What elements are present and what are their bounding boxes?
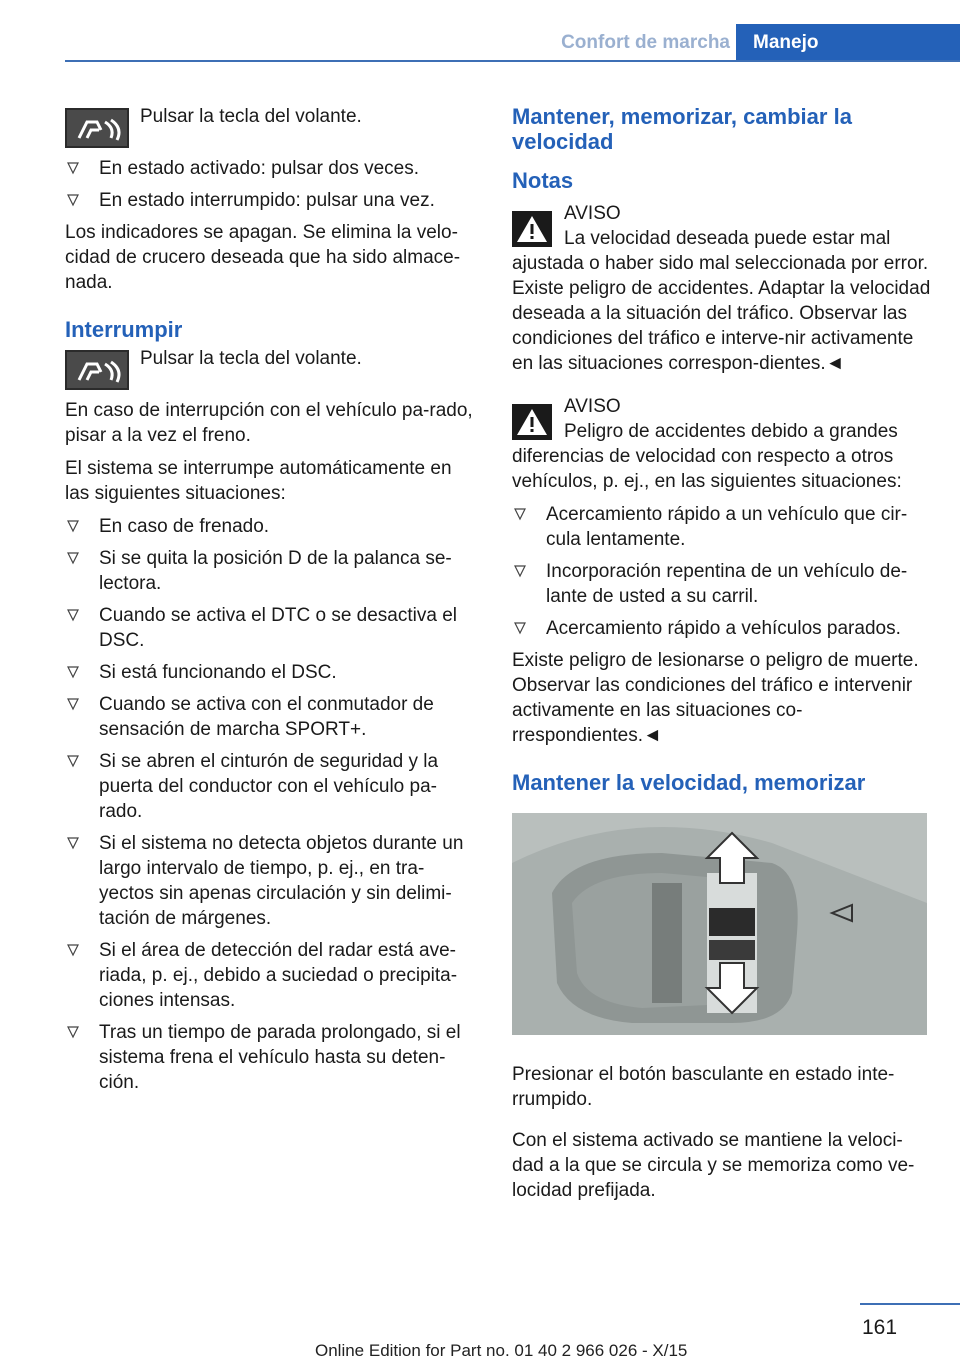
warning-triangle-icon (512, 404, 552, 440)
list-item (512, 616, 932, 641)
paragraph: Con el sistema activado se mantiene la veloci‐dad a la que se circula y se memoriza como ve‐locidad prefijada. (512, 1130, 915, 1201)
list-item (65, 156, 475, 181)
warning-text-rest: diferencias de velocidad con respecto a otros vehículos, p. ej., en las siguientes situaciones: (512, 446, 902, 492)
bullet-triangle-icon (67, 663, 79, 681)
list-item (65, 831, 475, 931)
bullet-triangle-icon (67, 606, 79, 624)
bullet-triangle-icon (514, 619, 526, 637)
list-item-text: Si está funcionando el DSC. (99, 662, 337, 683)
list-item-text: En caso de frenado. (99, 516, 270, 537)
list-item (512, 502, 932, 552)
list-item-text: Si el área de detección del radar está ave‐riada, p. ej., debido a suciedad o precipita‐ciones intensas. (99, 940, 458, 1011)
bullet-list-1 (65, 156, 475, 213)
list-item-text: Si se quita la posición D de la palanca se‐lectora. (99, 548, 452, 594)
bullet-triangle-icon (67, 159, 79, 177)
paragraph: En caso de interrupción con el vehículo pa‐rado, pisar a la vez el freno. (65, 400, 473, 446)
warning-text-first: La velocidad deseada puede estar mal (564, 228, 891, 249)
bullet-triangle-icon (67, 549, 79, 567)
warning-text-rest: ajustada o haber sido mal seleccionada por error. Existe peligro de accidentes. Adaptar la velocidad deseada a la situación del tráfico. Observar las condiciones del tráfico e interve‐nir activamente en las situaciones correspon‐dientes.◄ (512, 253, 931, 374)
header-chapter-tab: Manejo (736, 24, 960, 62)
footer-rule (860, 1303, 960, 1305)
paragraph: Existe peligro de lesionarse o peligro de muerte. Observar las condiciones del tráfico e intervenir activamente en las situaciones co‐rrespondientes.◄ (512, 650, 919, 746)
heading-main: Mantener, memorizar, cambiar la velocidad (512, 104, 852, 154)
list-item (65, 660, 475, 685)
list-item (65, 1020, 475, 1095)
list-item-text: Tras un tiempo de parada prolongado, si el sistema frena el vehículo hasta su deten‐ción. (99, 1022, 461, 1093)
list-item (65, 514, 475, 539)
bullet-triangle-icon (67, 517, 79, 535)
list-item (65, 692, 475, 742)
heading-mantener: Mantener la velocidad, memorizar (512, 770, 866, 795)
bullet-triangle-icon (67, 1023, 79, 1041)
list-item-text: En estado activado: pulsar dos veces. (99, 158, 420, 179)
bullet-triangle-icon (514, 505, 526, 523)
list-item-text: Si el sistema no detecta objetos durante un largo intervalo de tiempo, p. ej., en tra‐yectos sin apenas circulación y sin delimi‐tación de márgenes. (99, 833, 464, 929)
list-item (65, 603, 475, 653)
warning-label: AVISO (564, 203, 621, 224)
list-item (65, 938, 475, 1013)
page-number: 161 (862, 1316, 898, 1339)
warning-notice-2 (512, 394, 932, 494)
bullet-list-2 (65, 514, 475, 1095)
list-item-text: Acercamiento rápido a vehículos parados. (546, 618, 901, 639)
bullet-triangle-icon (67, 941, 79, 959)
key-instruction-text: Pulsar la tecla del volante. (140, 348, 362, 369)
steering-wheel-rocker-image (512, 813, 927, 1035)
bullet-triangle-icon (67, 695, 79, 713)
footer-edition: Online Edition for Part no. 01 40 2 966 026 - X/15 (315, 1341, 688, 1360)
key-instruction-2 (65, 342, 475, 386)
paragraph: Presionar el botón basculante en estado inte‐rrumpido. (512, 1064, 895, 1110)
cruise-control-key-icon (65, 350, 129, 390)
bullet-triangle-icon (514, 562, 526, 580)
cruise-control-key-icon (65, 108, 129, 148)
bullet-triangle-icon (67, 191, 79, 209)
list-item-text: Incorporación repentina de un vehículo de‐lante de usted a su carril. (546, 561, 908, 607)
bullet-list-3 (512, 502, 932, 641)
warning-triangle-icon (512, 211, 552, 247)
paragraph: El sistema se interrumpe automáticamente en las siguientes situaciones: (65, 458, 452, 504)
header-rule (65, 60, 960, 62)
list-item-text: Acercamiento rápido a un vehículo que cir‐cula lentamente. (546, 504, 908, 550)
list-item-text: Cuando se activa con el conmutador de sensación de marcha SPORT+. (99, 694, 434, 740)
list-item-text: Si se abren el cinturón de seguridad y la puerta del conductor con el vehículo pa‐rado. (99, 751, 439, 822)
list-item-text: En estado interrumpido: pulsar una vez. (99, 190, 435, 211)
paragraph: Los indicadores se apagan. Se elimina la velo‐cidad de crucero deseada que ha sido almace‐nada. (65, 222, 461, 293)
warning-text-first: Peligro de accidentes debido a grandes (564, 421, 898, 442)
heading-notas: Notas (512, 168, 574, 193)
warning-notice-1 (512, 201, 932, 376)
list-item (65, 188, 475, 213)
heading-interrumpir: Interrumpir (65, 317, 183, 342)
warning-label: AVISO (564, 396, 621, 417)
header-section-tab: Confort de marcha (561, 32, 730, 53)
left-column (65, 100, 475, 1102)
key-instruction-text: Pulsar la tecla del volante. (140, 106, 362, 127)
right-column (512, 100, 932, 1211)
list-item-text: Cuando se activa el DTC o se desactiva el DSC. (99, 605, 458, 651)
bullet-triangle-icon (67, 834, 79, 852)
list-item (65, 749, 475, 824)
list-item (512, 559, 932, 609)
list-item (65, 546, 475, 596)
bullet-triangle-icon (67, 752, 79, 770)
key-instruction-1 (65, 100, 475, 144)
